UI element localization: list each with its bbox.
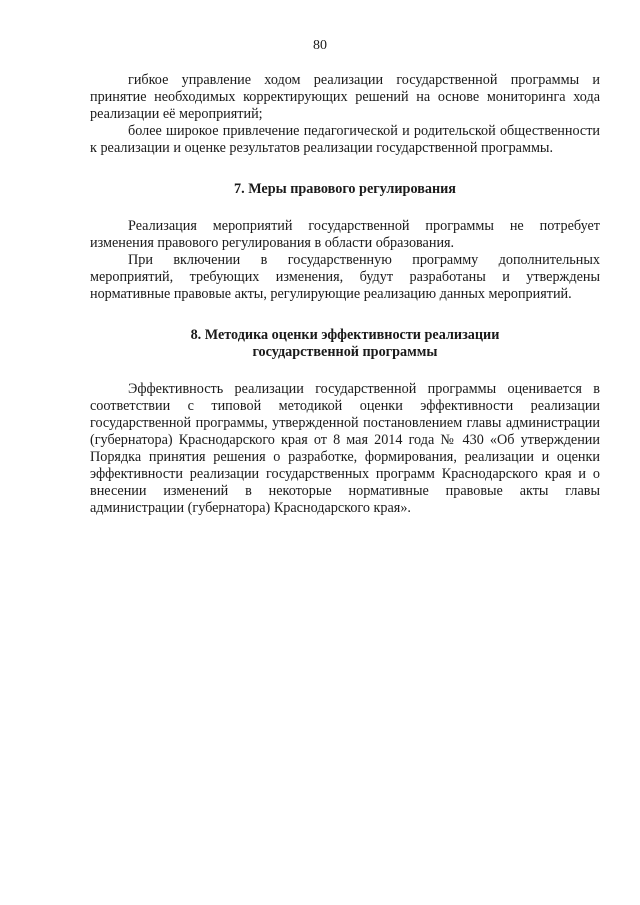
section-8-heading-line2: государственной программы: [252, 344, 438, 360]
paragraph-efficiency-methodology: Эффективность реализации государственной программы оценивается в соответствии с типовой методикой оценки эффективности реализации государственной программы, утвержденной постановлением главы администрации (губернатора) Краснодарского края от 8 мая 2014 года № 430 «Об утверждении Порядка принятия решения о разработке, формирования, реализации и оценки эффективности реализации государственных программ Краснодарского края и о внесении изменений в некоторые нормативные правовые акты главы администрации (губернатора) Краснодарского края».: [90, 381, 600, 516]
section-7-heading: 7. Меры правового регулирования: [234, 181, 456, 197]
page-number: 80: [313, 38, 327, 53]
document-body: [90, 72, 600, 517]
section-8-heading: [90, 327, 600, 361]
paragraph-flexible-management: гибкое управление ходом реализации государственной программы и принятие необходимых корректирующих решений на основе мониторинга хода реализации её мероприятий;: [90, 72, 600, 122]
section-8-heading-line1: 8. Методика оценки эффективности реализации: [190, 327, 500, 343]
paragraph-additional-measures: При включении в государственную программу дополнительных мероприятий, требующих изменения, будут разработаны и утверждены нормативные правовые акты, регулирующие реализацию данных мероприятий.: [90, 252, 600, 302]
paragraph-public-involvement: более широкое привлечение педагогической и родительской общественности к реализации и оценке результатов реализации государственной программы.: [90, 123, 600, 156]
paragraph-no-legal-changes: Реализация мероприятий государственной программы не потребует изменения правового регулирования в области образования.: [90, 218, 600, 251]
